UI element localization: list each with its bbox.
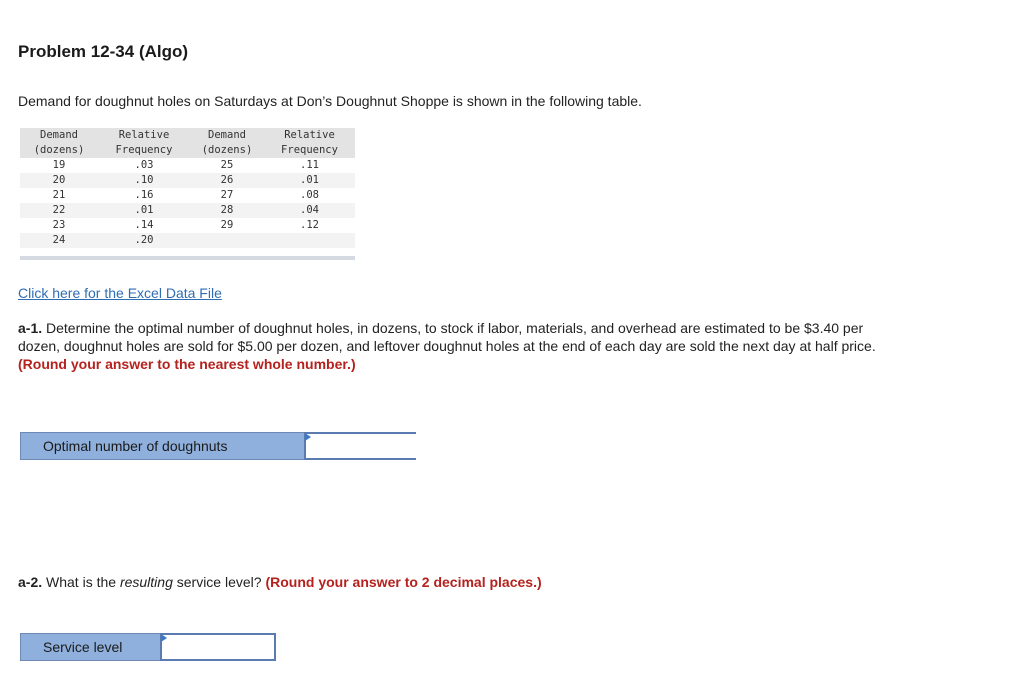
header-demand-2: Demand <box>190 128 264 143</box>
table-cell: .01 <box>98 203 190 218</box>
question-a2-text-before: What is the <box>42 574 120 590</box>
table-row <box>20 203 355 218</box>
optimal-number-input-wrapper <box>304 432 416 460</box>
service-level-label: Service level <box>20 633 160 661</box>
header-frequency-2: Relative <box>264 128 355 143</box>
header-demand-unit-2: (dozens) <box>190 143 264 158</box>
table-cell: 26 <box>190 173 264 188</box>
problem-title: Problem 12-34 (Algo) <box>18 42 189 61</box>
question-a1 <box>18 319 898 373</box>
problem-intro: Demand for doughnut holes on Saturdays at Don’s Doughnut Shoppe is shown in the following table. <box>18 93 642 109</box>
table-row <box>20 233 355 248</box>
table-cell: .20 <box>98 233 190 248</box>
question-a2-text-italic: resulting <box>119 574 173 590</box>
table-cell: .04 <box>264 203 355 218</box>
table-cell: 28 <box>190 203 264 218</box>
table-cell: 23 <box>52 219 66 231</box>
table-cell: 19 <box>52 159 66 171</box>
table-cell: 24 <box>20 233 98 248</box>
optimal-number-input[interactable] <box>304 432 416 460</box>
header-frequency-unit-2: Frequency <box>264 143 355 158</box>
demand-table <box>20 128 355 248</box>
table-divider <box>20 256 355 260</box>
question-a2 <box>18 573 898 591</box>
question-a1-text: Determine the optimal number of doughnut holes, in dozens, to stock if labor, materials, and overhead are estimated to be $3.40 per dozen, doughnut holes are sold for $5.00 per dozen, and leftover doughnut holes at the end of each day are sold the next day at half price. <box>18 320 876 354</box>
table-row <box>20 158 355 173</box>
table-cell: .14 <box>134 219 154 231</box>
service-level-input-wrapper <box>160 633 276 661</box>
question-a2-number: a-2. <box>18 574 43 590</box>
excel-data-file-link[interactable]: Click here for the Excel Data File <box>18 285 222 301</box>
question-a2-text-after: service level? <box>172 574 266 590</box>
table-cell: .11 <box>300 159 319 171</box>
answer-row-optimal <box>20 432 416 460</box>
question-a2-hint: (Round your answer to 2 decimal places.) <box>265 574 542 590</box>
service-level-input[interactable] <box>160 633 276 661</box>
answer-row-service-level <box>20 633 276 661</box>
header-demand-unit-1: (dozens) <box>20 143 98 158</box>
table-cell: .03 <box>134 159 154 171</box>
table-cell: 20 <box>20 173 98 188</box>
table-row <box>20 218 355 233</box>
table-cell: 21 <box>52 189 66 201</box>
table-cell: .12 <box>300 219 319 231</box>
header-demand-1: Demand <box>20 128 98 143</box>
table-cell: .10 <box>98 173 190 188</box>
table-cell: .08 <box>300 189 319 201</box>
table-cell <box>190 233 264 248</box>
header-frequency-unit-1: Frequency <box>98 143 190 158</box>
optimal-number-label: Optimal number of doughnuts <box>20 432 304 460</box>
table-cell: 27 <box>220 189 234 201</box>
table-cell: .16 <box>134 189 154 201</box>
table-cell <box>264 233 355 248</box>
header-frequency-1: Relative <box>98 128 190 143</box>
table-cell: 29 <box>220 219 234 231</box>
table-cell: 25 <box>220 159 234 171</box>
table-row <box>20 173 355 188</box>
table-cell: 22 <box>20 203 98 218</box>
question-a1-hint: (Round your answer to the nearest whole number.) <box>18 356 356 372</box>
table-row <box>20 188 355 203</box>
table-cell: .01 <box>264 173 355 188</box>
question-a1-number: a-1. <box>18 320 43 336</box>
